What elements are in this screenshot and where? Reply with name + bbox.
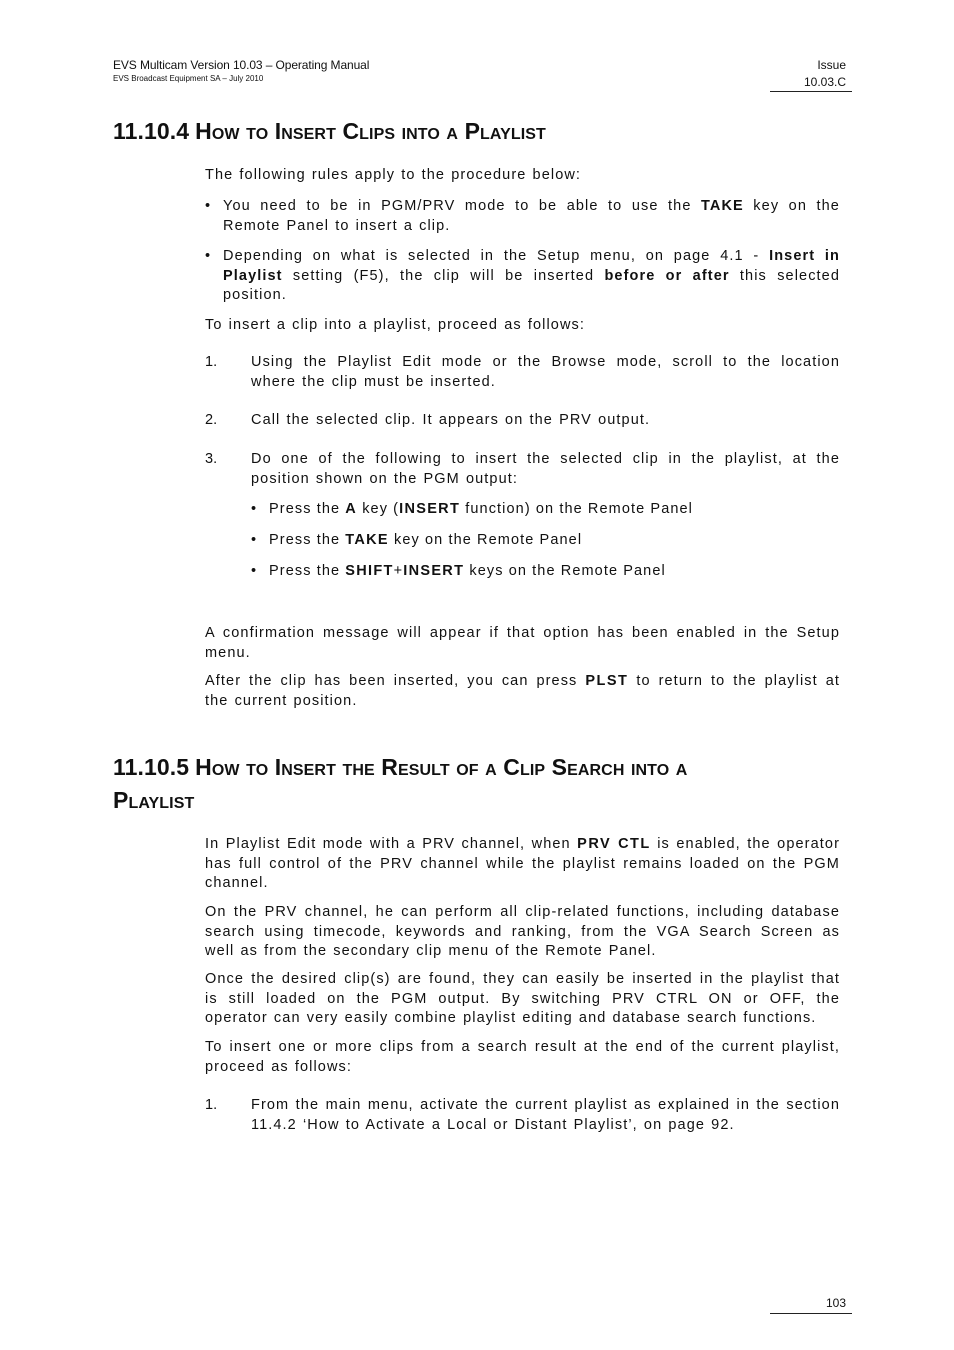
- section-number: 11.10.5: [113, 754, 190, 780]
- step-text: Using the Playlist Edit mode or the Browse mode, scroll to the location where the clip must be inserted.: [251, 354, 840, 390]
- option-text: Press the TAKE key on the Remote Panel: [269, 532, 583, 548]
- step-number: 1.: [205, 1097, 218, 1113]
- procedure-step: [205, 1096, 840, 1135]
- procedure-step: [205, 450, 840, 489]
- publisher-line: EVS Broadcast Equipment SA – July 2010: [113, 74, 264, 83]
- confirmation-note: A confirmation message will appear if that option has been enabled in the Setup menu.: [205, 625, 840, 661]
- option-item: [251, 531, 841, 551]
- step-text: From the main menu, activate the current playlist as explained in the section 11.4.2 ‘How to Activate a Local or Distant Playlist’, on page 92.: [251, 1097, 840, 1133]
- section-heading-11-10-5: [113, 751, 853, 817]
- procedure-lead: To insert one or more clips from a search result at the end of the current playlist, proceed as follows:: [205, 1039, 840, 1075]
- section-title-line1: How to Insert the Result of a Clip Search into a: [195, 754, 688, 780]
- section-title: How to Insert Clips into a Playlist: [195, 118, 546, 144]
- rule-item: [205, 247, 840, 306]
- bullet-icon: •: [251, 563, 257, 579]
- procedure-lead: To insert a clip into a playlist, proceed as follows:: [205, 317, 586, 333]
- option-text: Press the A key (INSERT function) on the Remote Panel: [269, 501, 694, 517]
- issue-label: Issue: [817, 58, 846, 72]
- manual-title: EVS Multicam Version 10.03 – Operating Manual: [113, 58, 370, 72]
- bullet-icon: •: [205, 198, 211, 214]
- after-insert-note: After the clip has been inserted, you can press PLST to return to the playlist at the current position.: [205, 673, 840, 709]
- issue-version: 10.03.C: [803, 75, 846, 89]
- prv-ctl-paragraph: In Playlist Edit mode with a PRV channel, when PRV CTL is enabled, the operator has full control of the PRV channel while the playlist remains loaded on the PGM channel.: [205, 836, 840, 891]
- insert-found-clips-paragraph: Once the desired clip(s) are found, they can easily be inserted in the playlist that is still loaded on the PGM output. By switching PRV CTRL ON or OFF, the operator can very easily combine playlist editing and database search functions.: [205, 971, 840, 1026]
- rule-text: Depending on what is selected in the Setup menu, on page 4.1 - Insert in Playlist setting (F5), the clip will be inserted before or after this selected position.: [223, 248, 841, 303]
- option-text: Press the SHIFT+INSERT keys on the Remote Panel: [269, 563, 666, 579]
- procedure-step: [205, 411, 840, 431]
- step-text: Call the selected clip. It appears on the PRV output.: [251, 412, 651, 428]
- option-item: [251, 500, 841, 520]
- step-number: 1.: [205, 354, 218, 370]
- rules-intro: The following rules apply to the procedure below:: [205, 167, 582, 183]
- section-number: 11.10.4: [113, 118, 190, 144]
- option-item: [251, 562, 841, 582]
- rule-text: You need to be in PGM/PRV mode to be able to use the TAKE key on the Remote Panel to insert a clip.: [223, 198, 840, 234]
- page-number: 103: [825, 1296, 846, 1310]
- step-number: 2.: [205, 412, 218, 428]
- section-heading-11-10-4: [113, 115, 853, 148]
- bullet-icon: •: [205, 248, 211, 264]
- rule-item: [205, 197, 840, 236]
- section-title-line2: Playlist: [113, 787, 195, 813]
- bullet-icon: •: [251, 532, 257, 548]
- step-text: Do one of the following to insert the selected clip in the playlist, at the position shown on the PGM output:: [251, 451, 840, 487]
- procedure-step: [205, 353, 840, 392]
- bullet-icon: •: [251, 501, 257, 517]
- step-number: 3.: [205, 451, 218, 467]
- prv-functions-paragraph: On the PRV channel, he can perform all clip-related functions, including database search using timecode, keywords and ranking, from the VGA Search Screen as well as from the secondary clip menu of the Remote Panel.: [205, 904, 840, 959]
- footer-rule: [770, 1313, 852, 1314]
- header-rule: [770, 91, 852, 92]
